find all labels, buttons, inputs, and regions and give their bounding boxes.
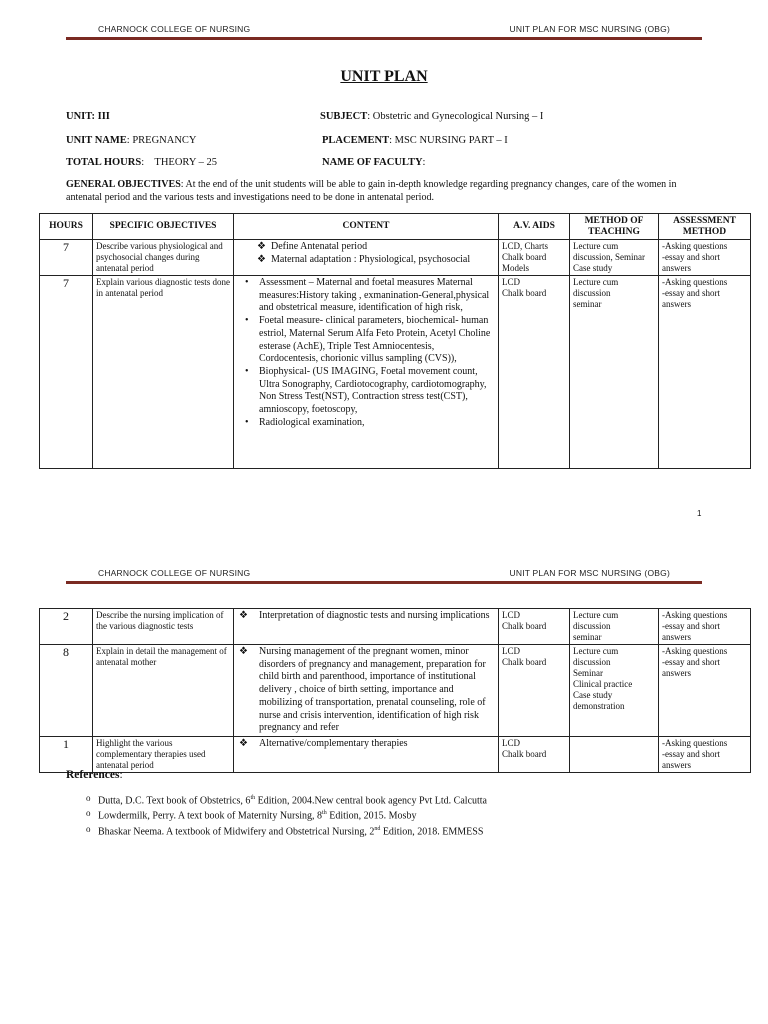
row-aids: LCD, Charts Chalk board Models <box>499 240 570 276</box>
header-rule <box>66 37 702 40</box>
content-item: ❖ Interpretation of diagnostic tests and nursing implications <box>239 610 490 621</box>
row-assessment: -Asking questions -essay and short answers <box>659 736 751 772</box>
content-item: ❖ Define Antenatal period <box>257 241 368 252</box>
row-objective: Describe various physiological and psychosocial changes during antenatal period <box>93 240 234 276</box>
content-item: • Foetal measure- clinical parameters, biochemical- human estriol, Maternal Serum Alfa Feto Protein, Acetyl Choline esterase (AchE), Triple Test Amniocentesis, Cordocentesis, chorionic villus sampling (CVS)), <box>245 315 491 365</box>
row-content <box>234 609 499 645</box>
references-title: References: <box>66 769 123 781</box>
content-item: ❖ Alternative/complementary therapies <box>239 737 408 749</box>
page-header-1 <box>66 24 702 52</box>
row-hours: 2 <box>40 609 93 645</box>
row-method: Lecture cum discussion seminar <box>570 276 659 469</box>
page-title: UNIT PLAN <box>340 68 428 85</box>
faculty-field: NAME OF FACULTY: <box>322 157 426 168</box>
total-hours-field: TOTAL HOURS: THEORY – 25 <box>66 157 218 168</box>
content-item: • Biophysical- (US IMAGING, Foetal movement count, Ultra Sonography, Cardiotocography, cardiotomography, Non Stress Test(NST), Contraction stress test(CST), amnioscopy, foetoscopy, <box>245 365 487 416</box>
header-hours: HOURS <box>40 214 93 240</box>
row-objective: Describe the nursing implication of the various diagnostic tests <box>93 609 234 645</box>
row-objective: Explain in detail the management of antenatal mother <box>93 645 234 737</box>
content-item: • Radiological examination, <box>245 416 365 428</box>
row-assessment: -Asking questions -essay and short answers <box>659 240 751 276</box>
row-content <box>234 240 499 276</box>
reference-item: o Dutta, D.C. Text book of Obstetrics, 6th Edition, 2004.New central book agency Pvt Ltd. Calcutta <box>86 793 487 807</box>
header-doc-title: UNIT PLAN FOR MSC NURSING (OBG) <box>509 24 670 34</box>
content-item: ❖ Maternal adaptation : Physiological, psychosocial <box>257 253 471 265</box>
subject-field: SUBJECT: Obstetric and Gynecological Nursing – I <box>320 111 544 122</box>
row-aids: LCD Chalk board <box>499 645 570 737</box>
row-hours: 8 <box>40 645 93 737</box>
header-method: METHOD OF TEACHING <box>570 214 659 240</box>
row-assessment: -Asking questions -essay and short answers <box>659 645 751 737</box>
placement-field: PLACEMENT: MSC NURSING PART – I <box>322 135 508 146</box>
header-content: CONTENT <box>234 214 499 240</box>
header-objectives: SPECIFIC OBJECTIVES <box>93 214 234 240</box>
row-method: Lecture cum discussion, Seminar Case study <box>570 240 659 276</box>
unit-name-field: UNIT NAME: PREGNANCY <box>66 135 197 146</box>
table-header-row <box>40 214 751 240</box>
row-hours: 1 <box>40 736 93 772</box>
content-item: • Assessment – Maternal and foetal measures Maternal measures:History taking , exmanination-General,physical and obstetrical measure, identification of high risk, <box>245 277 490 314</box>
row-aids: LCD Chalk board <box>499 736 570 772</box>
unit-field: UNIT: III <box>66 111 110 122</box>
table-row <box>40 645 751 737</box>
table-row <box>40 736 751 772</box>
header-assessment: ASSESSMENT METHOD <box>659 214 751 240</box>
header-av-aids: A.V. AIDS <box>499 214 570 240</box>
row-content <box>234 736 499 772</box>
row-method: Lecture cum discussion seminar <box>570 609 659 645</box>
table-row <box>40 276 751 469</box>
row-objective: Explain various diagnostic tests done in antenatal period <box>93 276 234 469</box>
table-row <box>40 240 751 276</box>
row-hours: 7 <box>40 240 93 276</box>
row-assessment: -Asking questions -essay and short answers <box>659 609 751 645</box>
row-method: Lecture cum discussion Seminar Clinical practice Case study demonstration <box>570 645 659 737</box>
header-college: CHARNOCK COLLEGE OF NURSING <box>98 24 251 34</box>
header-rule <box>66 581 702 584</box>
references-list <box>86 792 487 838</box>
page-header-2 <box>66 568 702 596</box>
row-objective: Highlight the various complementary therapies used antenatal period <box>93 736 234 772</box>
table-row <box>40 609 751 645</box>
header-college: CHARNOCK COLLEGE OF NURSING <box>98 568 251 578</box>
row-content <box>234 276 499 469</box>
page-number: 1 <box>697 509 702 518</box>
general-objectives: GENERAL OBJECTIVES: At the end of the unit students will be able to gain in-depth knowledge regarding pregnancy changes, care of the women in antenatal period and the various tests and investigations need to be done in antenatal period. <box>66 179 677 203</box>
row-hours: 7 <box>40 276 93 469</box>
row-assessment: -Asking questions -essay and short answers <box>659 276 751 469</box>
header-doc-title: UNIT PLAN FOR MSC NURSING (OBG) <box>509 568 670 578</box>
row-aids: LCD Chalk board <box>499 609 570 645</box>
content-item: ❖ Nursing management of the pregnant women, minor disorders of pregnancy and management, preparation for child birth and parenthood, importance of institutional delivery , choice of birth setting, importance and mobilizing of transportation, prenatal counseling, role of nurse and crisis intervention, identification of high risk pregnancy and refer <box>239 646 486 734</box>
reference-item: o Bhaskar Neema. A textbook of Midwifery and Obstetrical Nursing, 2nd Edition, 2018. EMMESS <box>86 823 484 837</box>
row-content <box>234 645 499 737</box>
reference-item: o Lowdermilk, Perry. A text book of Maternity Nursing, 8th Edition, 2015. Mosby <box>86 808 417 822</box>
row-aids: LCD Chalk board <box>499 276 570 469</box>
row-method <box>570 736 659 772</box>
unit-plan-table-page-2 <box>39 608 751 773</box>
unit-plan-table-page-1 <box>39 213 751 469</box>
